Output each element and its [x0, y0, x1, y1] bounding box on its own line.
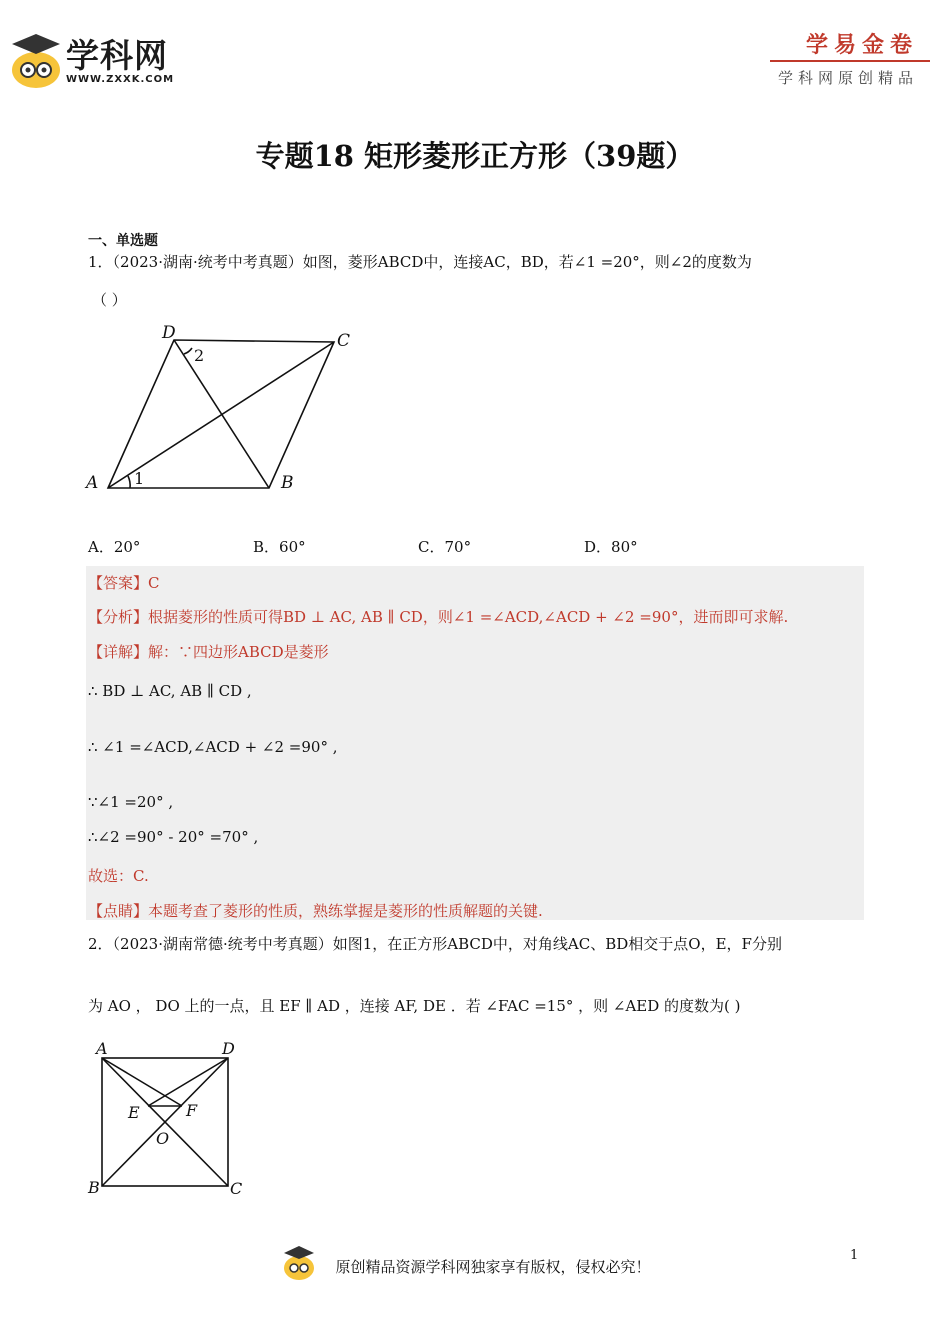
q1-label-C: C	[337, 331, 351, 351]
q1-option-a[interactable]: A．20°	[88, 538, 141, 556]
q2-square-figure	[84, 1036, 254, 1202]
q1-option-d[interactable]: D．80°	[584, 538, 638, 556]
q1-label-A: A	[86, 473, 99, 493]
q1-angle-1: 1	[134, 469, 145, 488]
q1-blank: （ ）	[92, 291, 127, 309]
brand-title: 学易金卷	[806, 32, 919, 58]
q2-label-D: D	[222, 1039, 235, 1058]
solution-conclusion: 故选：C.	[88, 867, 149, 885]
logo-url: WWW.ZXXK.COM	[66, 74, 175, 85]
q2-label-F: F	[186, 1101, 198, 1120]
q2-label-C: C	[230, 1179, 243, 1198]
q1-label-B: B	[281, 473, 294, 493]
q2-label-A: A	[96, 1039, 108, 1058]
solution-analysis: 【分析】根据菱形的性质可得BD ⊥ AC, AB ∥ CD，则∠1 =∠ACD,∠ACD + ∠2 =90°，进而即可求解.	[88, 608, 789, 626]
q2-label-B: B	[88, 1178, 100, 1197]
q1-angle-2: 2	[194, 346, 205, 365]
solution-comment: 【点睛】本题考查了菱形的性质，熟练掌握是菱形的性质解题的关键.	[88, 902, 543, 920]
page-title: 专题18 矩形菱形正方形（39题）	[255, 139, 695, 173]
q1-option-b[interactable]: B．60°	[253, 538, 306, 556]
solution-detail: 【详解】解：∵四边形ABCD是菱形	[88, 643, 329, 661]
logo-mascot-icon	[8, 30, 64, 90]
solution-step-3: ∵∠1 =20° ,	[88, 793, 174, 811]
q2-label-E: E	[128, 1103, 140, 1122]
page-number: 1	[850, 1248, 859, 1263]
solution-step-1: ∴ BD ⊥ AC, AB ∥ CD ,	[88, 682, 252, 700]
solution-answer: 【答案】C	[88, 574, 160, 592]
q1-stem: 1．（2023·湖南·统考中考真题）如图，菱形ABCD中，连接AC，BD，若∠1 =20°，则∠2的度数为	[88, 253, 752, 271]
logo-text: 学科网	[66, 36, 168, 75]
q1-rhombus-figure	[80, 318, 370, 498]
footer-copyright: 原创精品资源学科网独家享有版权，侵权必究！	[335, 1258, 651, 1276]
q2-stem-line2: 为 AO ， DO 上的一点，且 EF ∥ AD ，连接 AF, DE ．若 ∠FAC =15° ，则 ∠AED 的度数为( )	[88, 997, 741, 1015]
section-heading: 一、单选题	[88, 233, 158, 249]
brand-divider	[770, 60, 930, 62]
q1-label-D: D	[162, 323, 176, 343]
solution-step-4: ∴∠2 =90° - 20° =70° ,	[88, 828, 259, 846]
q2-label-O: O	[156, 1129, 170, 1148]
q1-option-c[interactable]: C．70°	[418, 538, 472, 556]
brand-subtitle: 学科网原创精品	[778, 69, 919, 87]
q2-stem-line1: 2．（2023·湖南常德·统考中考真题）如图1，在正方形ABCD中，对角线AC、BD相交于点O，E，F分别	[88, 935, 782, 953]
solution-step-2: ∴ ∠1 =∠ACD,∠ACD + ∠2 =90° ,	[88, 738, 338, 756]
